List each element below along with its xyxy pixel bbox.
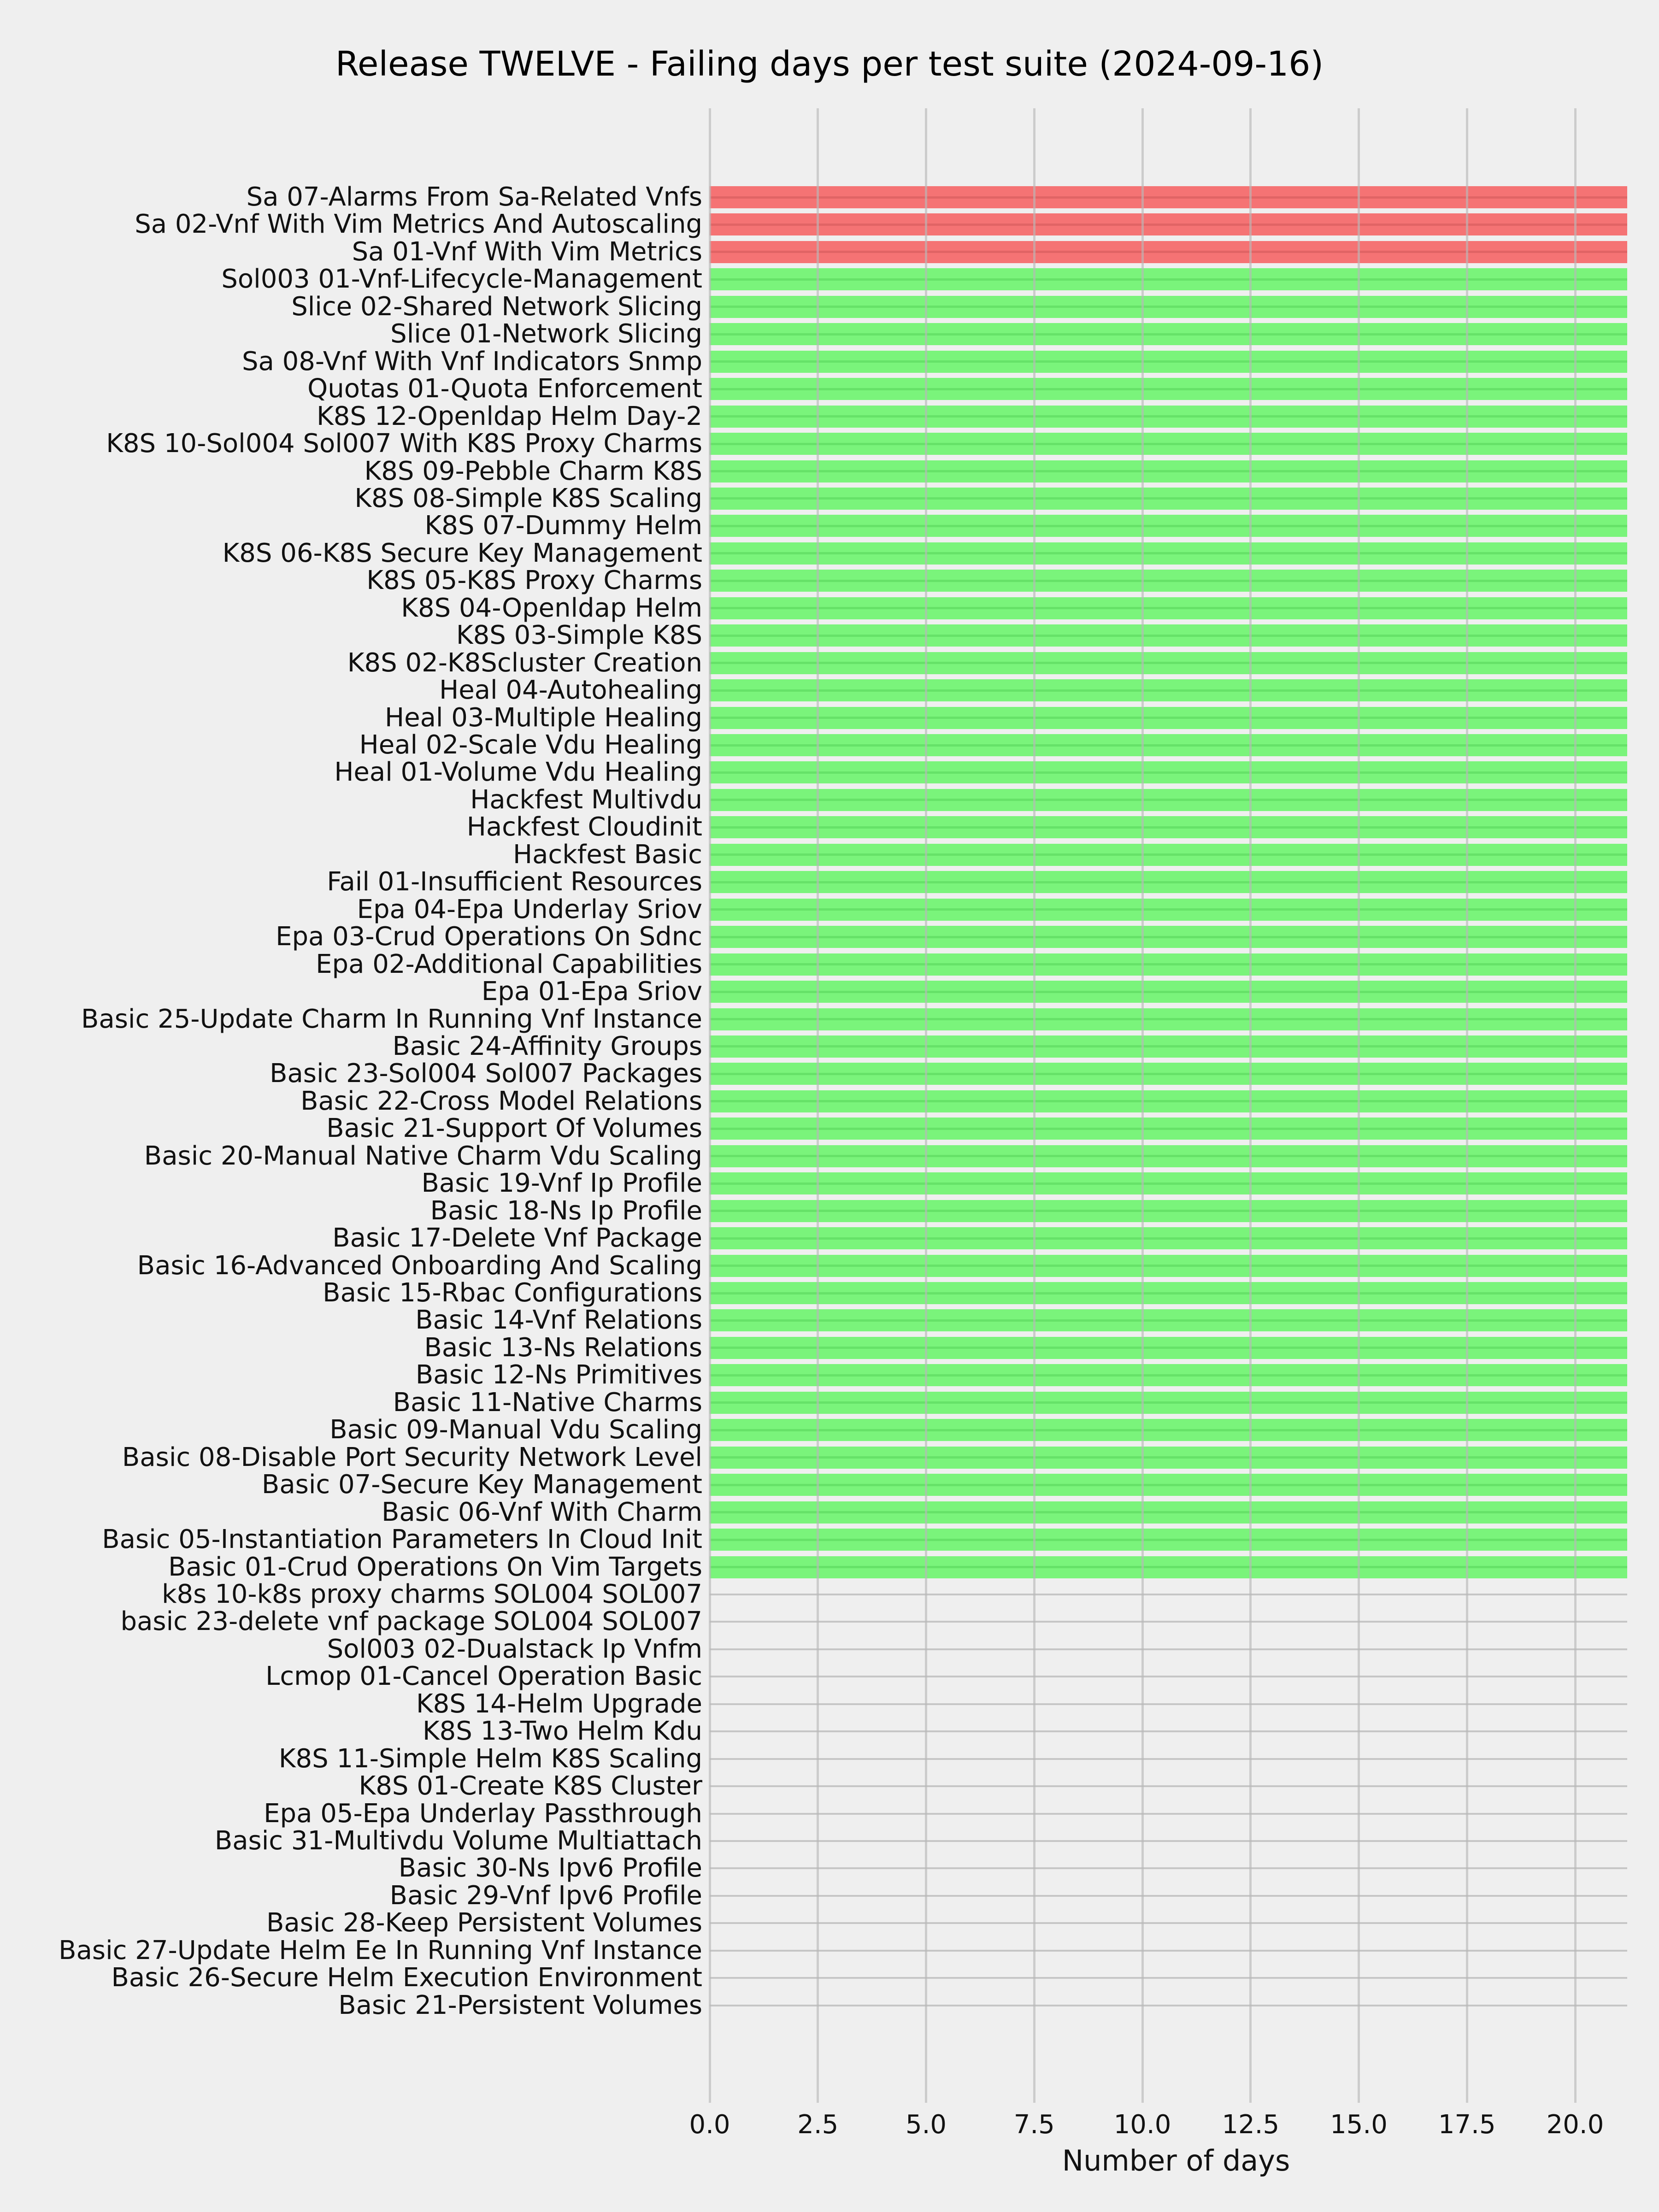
zero-baseline: [710, 1867, 1627, 1869]
gridline: [1358, 108, 1360, 2103]
category-label: Epa 03-Crud Operations On Sdnc: [276, 922, 702, 952]
bar-midline: [710, 908, 1627, 911]
category-label: Heal 03-Multiple Healing: [385, 702, 702, 733]
bar-midline: [710, 799, 1627, 801]
bar-midline: [710, 360, 1627, 363]
bar-midline: [710, 470, 1627, 472]
category-label: Sa 07-Alarms From Sa-Related Vnfs: [246, 182, 702, 212]
gridline: [709, 108, 711, 2103]
category-label: Epa 01-Epa Sriov: [481, 977, 702, 1007]
bar-midline: [710, 963, 1627, 965]
category-label: Basic 19-Vnf Ip Profile: [421, 1168, 702, 1199]
bar-midline: [710, 1210, 1627, 1212]
category-label: Sa 08-Vnf With Vnf Indicators Snmp: [241, 346, 702, 377]
category-label: K8S 06-K8S Secure Key Management: [222, 538, 702, 568]
category-label: K8S 04-Openldap Helm: [401, 593, 702, 623]
category-label: K8S 05-K8S Proxy Charms: [366, 565, 702, 596]
bar-midline: [710, 689, 1627, 692]
category-label: Sa 02-Vnf With Vim Metrics And Autoscaling: [135, 209, 702, 240]
bar-midline: [710, 196, 1627, 199]
category-label: K8S 03-Simple K8S: [456, 620, 702, 651]
x-tick-label: 0.0: [689, 2110, 730, 2140]
bar-midline: [710, 936, 1627, 938]
bar-midline: [710, 853, 1627, 856]
bar-midline: [710, 717, 1627, 719]
bar-midline: [710, 1073, 1627, 1075]
category-label: Hackfest Multivdu: [470, 784, 702, 815]
category-label: K8S 07-Dummy Helm: [424, 511, 702, 541]
category-label: Basic 25-Update Charm In Running Vnf Instance: [81, 1004, 702, 1034]
category-label: Basic 08-Disable Port Security Network Level: [122, 1442, 702, 1472]
category-label: Basic 27-Update Helm Ee In Running Vnf Instance: [59, 1935, 702, 1965]
gridline: [817, 108, 819, 2103]
bar-midline: [710, 1045, 1627, 1047]
category-label: K8S 01-Create K8S Cluster: [359, 1771, 702, 1801]
category-label: Basic 21-Persistent Volumes: [338, 1990, 702, 2020]
bar-midline: [710, 1374, 1627, 1377]
bar-midline: [710, 635, 1627, 637]
zero-baseline: [710, 1703, 1627, 1705]
category-label: Basic 05-Instantiation Parameters In Cloud Init: [102, 1524, 702, 1555]
bar-midline: [710, 1484, 1627, 1486]
category-label: Sol003 01-Vnf-Lifecycle-Management: [221, 264, 702, 294]
category-label: K8S 14-Helm Upgrade: [416, 1688, 702, 1719]
bar-midline: [710, 1265, 1627, 1267]
category-label: Basic 28-Keep Persistent Volumes: [266, 1908, 702, 1938]
bar-midline: [710, 333, 1627, 335]
zero-baseline: [710, 1813, 1627, 1815]
category-label: Quotas 01-Quota Enforcement: [307, 374, 702, 404]
bar-midline: [710, 1566, 1627, 1568]
category-label: K8S 10-Sol004 Sol007 With K8S Proxy Charms: [106, 429, 702, 459]
zero-baseline: [710, 1895, 1627, 1897]
category-label: k8s 10-k8s proxy charms SOL004 SOL007: [162, 1579, 702, 1609]
bar-midline: [710, 1347, 1627, 1349]
bar-midline: [710, 1128, 1627, 1130]
gridline: [1033, 108, 1035, 2103]
gridline: [1141, 108, 1144, 2103]
category-label: Hackfest Basic: [512, 839, 702, 870]
zero-baseline: [710, 1977, 1627, 1979]
zero-baseline: [710, 2005, 1627, 2006]
bar-midline: [710, 1292, 1627, 1294]
zero-baseline: [710, 1922, 1627, 1924]
bar-midline: [710, 771, 1627, 774]
bar-midline: [710, 552, 1627, 554]
bar-midline: [710, 881, 1627, 883]
x-tick-label: 2.5: [797, 2110, 839, 2140]
zero-baseline: [710, 1648, 1627, 1650]
bar-midline: [710, 991, 1627, 993]
bar-midline: [710, 662, 1627, 664]
x-tick-label: 12.5: [1222, 2110, 1280, 2140]
gridline: [1249, 108, 1252, 2103]
zero-baseline: [710, 1730, 1627, 1732]
zero-baseline: [710, 1758, 1627, 1760]
bar-midline: [710, 443, 1627, 445]
bar-midline: [710, 1511, 1627, 1513]
bar-midline: [710, 1100, 1627, 1102]
gridline: [1466, 108, 1468, 2103]
bar-midline: [710, 1237, 1627, 1240]
bar-midline: [710, 1539, 1627, 1541]
bar-midline: [710, 1401, 1627, 1404]
category-label: Basic 24-Affinity Groups: [392, 1031, 702, 1061]
category-label: Basic 31-Multivdu Volume Multiattach: [214, 1826, 702, 1856]
zero-baseline: [710, 1676, 1627, 1677]
x-tick-label: 17.5: [1438, 2110, 1496, 2140]
bar-midline: [710, 1429, 1627, 1431]
zero-baseline: [710, 1621, 1627, 1623]
category-label: Slice 02-Shared Network Slicing: [291, 291, 702, 322]
category-label: Basic 11-Native Charms: [393, 1387, 702, 1418]
category-label: Basic 29-Vnf Ipv6 Profile: [389, 1880, 702, 1911]
category-label: Basic 26-Secure Helm Execution Environment: [111, 1963, 702, 1993]
bar-midline: [710, 525, 1627, 527]
x-tick-label: 15.0: [1330, 2110, 1388, 2140]
category-label: Basic 15-Rbac Configurations: [323, 1278, 702, 1308]
bar-midline: [710, 278, 1627, 281]
category-label: Slice 01-Network Slicing: [390, 319, 702, 349]
category-label: K8S 09-Pebble Charm K8S: [364, 456, 702, 486]
zero-baseline: [710, 1950, 1627, 1952]
category-label: Basic 12-Ns Primitives: [415, 1360, 702, 1390]
bar-midline: [710, 415, 1627, 418]
category-label: Epa 05-Epa Underlay Passthrough: [264, 1798, 702, 1829]
category-label: K8S 11-Simple Helm K8S Scaling: [278, 1743, 702, 1774]
category-label: Basic 23-Sol004 Sol007 Packages: [270, 1059, 702, 1089]
bar-midline: [710, 607, 1627, 609]
category-label: Basic 17-Delete Vnf Package: [332, 1223, 702, 1253]
category-label: Basic 30-Ns Ipv6 Profile: [398, 1853, 702, 1883]
category-label: Basic 14-Vnf Relations: [415, 1305, 702, 1335]
category-label: Heal 01-Volume Vdu Healing: [334, 757, 702, 788]
x-tick-label: 5.0: [905, 2110, 947, 2140]
bar-midline: [710, 251, 1627, 253]
category-label: Heal 04-Autohealing: [439, 675, 702, 706]
bar-midline: [710, 497, 1627, 500]
category-label: Basic 09-Manual Vdu Scaling: [329, 1415, 702, 1445]
category-label: Hackfest Cloudinit: [466, 812, 702, 842]
category-label: Heal 02-Scale Vdu Healing: [359, 730, 702, 760]
bar-midline: [710, 224, 1627, 226]
zero-baseline: [710, 1594, 1627, 1595]
bar-midline: [710, 1018, 1627, 1020]
category-label: Fail 01-Insufficient Resources: [327, 867, 702, 897]
category-label: Basic 20-Manual Native Charm Vdu Scaling: [144, 1141, 702, 1171]
category-label: Basic 18-Ns Ip Profile: [430, 1195, 702, 1226]
bar-midline: [710, 1456, 1627, 1459]
bar-midline: [710, 1182, 1627, 1185]
category-label: Epa 04-Epa Underlay Sriov: [357, 894, 702, 924]
category-label: Basic 06-Vnf With Charm: [381, 1497, 702, 1527]
x-axis-label: Number of days: [1062, 2144, 1290, 2177]
bar-midline: [710, 388, 1627, 390]
category-label: Lcmop 01-Cancel Operation Basic: [265, 1661, 702, 1692]
zero-baseline: [710, 1840, 1627, 1842]
bar-midline: [710, 826, 1627, 829]
category-label: Basic 13-Ns Relations: [424, 1332, 702, 1363]
bar-midline: [710, 580, 1627, 582]
bar-midline: [710, 744, 1627, 747]
x-tick-label: 10.0: [1113, 2110, 1171, 2140]
gridline: [925, 108, 927, 2103]
bar-midline: [710, 1155, 1627, 1157]
category-label: K8S 02-K8Scluster Creation: [347, 647, 702, 678]
x-tick-label: 7.5: [1013, 2110, 1055, 2140]
chart-title: Release TWELVE - Failing days per test suite (2024-09-16): [335, 44, 1324, 84]
category-label: Basic 22-Cross Model Relations: [300, 1086, 702, 1116]
category-label: Sol003 02-Dualstack Ip Vnfm: [327, 1634, 702, 1664]
category-label: Basic 01-Crud Operations On Vim Targets: [168, 1552, 702, 1582]
category-label: K8S 12-Openldap Helm Day-2: [317, 401, 702, 431]
x-tick-label: 20.0: [1546, 2110, 1604, 2140]
bar-midline: [710, 1319, 1627, 1322]
category-label: Basic 07-Secure Key Management: [261, 1470, 702, 1500]
gridline: [1574, 108, 1577, 2103]
category-label: K8S 08-Simple K8S Scaling: [354, 483, 702, 513]
zero-baseline: [710, 1785, 1627, 1787]
category-label: Basic 21-Support Of Volumes: [326, 1113, 702, 1144]
category-label: basic 23-delete vnf package SOL004 SOL007: [120, 1606, 702, 1637]
category-label: Sa 01-Vnf With Vim Metrics: [352, 236, 702, 267]
category-label: K8S 13-Two Helm Kdu: [422, 1716, 702, 1747]
category-label: Basic 16-Advanced Onboarding And Scaling: [137, 1250, 702, 1281]
bar-midline: [710, 306, 1627, 308]
category-label: Epa 02-Additional Capabilities: [316, 949, 702, 979]
